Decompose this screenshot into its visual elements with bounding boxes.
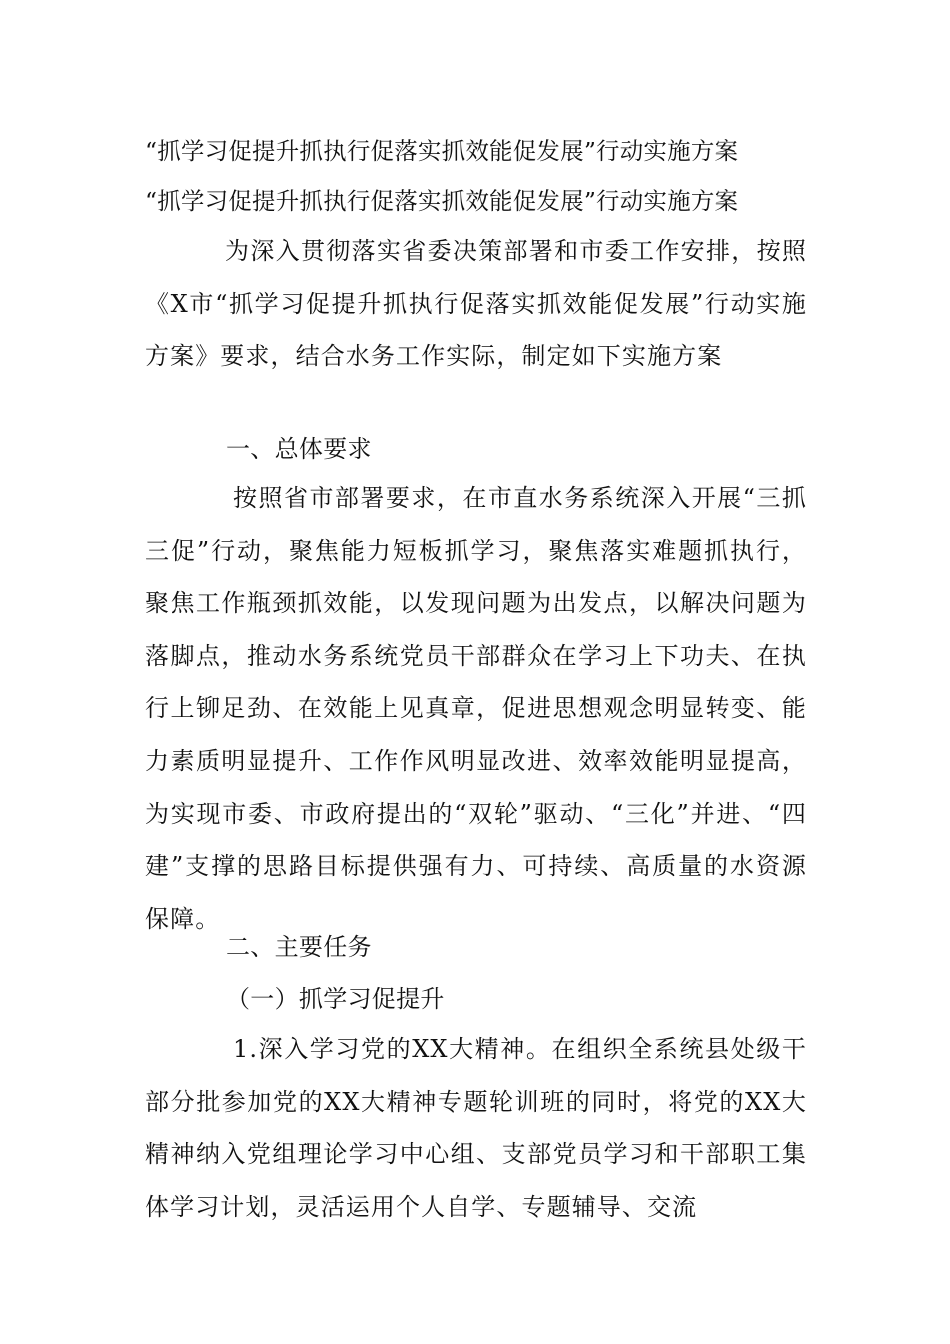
document-title-repeat: “抓学习促提升抓执行促落实抓效能促发展”行动实施方案 xyxy=(145,187,739,215)
section-heading-2: 二、主要任务 xyxy=(226,933,372,961)
document-title: “抓学习促提升抓执行促落实抓效能促发展”行动实施方案 xyxy=(145,137,739,165)
intro-text: 为深入贯彻落实省委决策部署和市委工作安排，按照《X市“抓学习促提升抓执行促落实抓效能促发展”行动实施方案》要求，结合水务工作实际，制定如下实施方案 xyxy=(145,237,807,371)
item-1-text: 1.深入学习党的XX大精神。在组织全系统县处级干部分批参加党的XX大精神专题轮训班的同时，将党的XX大精神纳入党组理论学习中心组、支部党员学习和干部职工集体学习计划，灵活运用个人自学、专题辅导、交流 xyxy=(145,1035,807,1221)
item-1-paragraph xyxy=(145,1023,807,1233)
section-heading-1: 一、总体要求 xyxy=(226,435,372,463)
section-1-paragraph xyxy=(145,472,807,945)
section-1-text: 按照省市部署要求，在市直水务系统深入开展“三抓三促”行动，聚焦能力短板抓学习，聚焦落实难题抓执行，聚焦工作瓶颈抓效能，以发现问题为出发点，以解决问题为落脚点，推动水务系统党员干部群众在学习上下功夫、在执行上铆足劲、在效能上见真章，促进思想观念明显转变、能力素质明显提升、工作作风明显改进、效率效能明显提高，为实现市委、市政府提出的“双轮”驱动、“三化”并进、“四建”支撑的思路目标提供强有力、可持续、高质量的水资源保障。 xyxy=(145,484,807,933)
subsection-heading-1: （一）抓学习促提升 xyxy=(226,985,445,1013)
intro-paragraph xyxy=(145,225,807,383)
